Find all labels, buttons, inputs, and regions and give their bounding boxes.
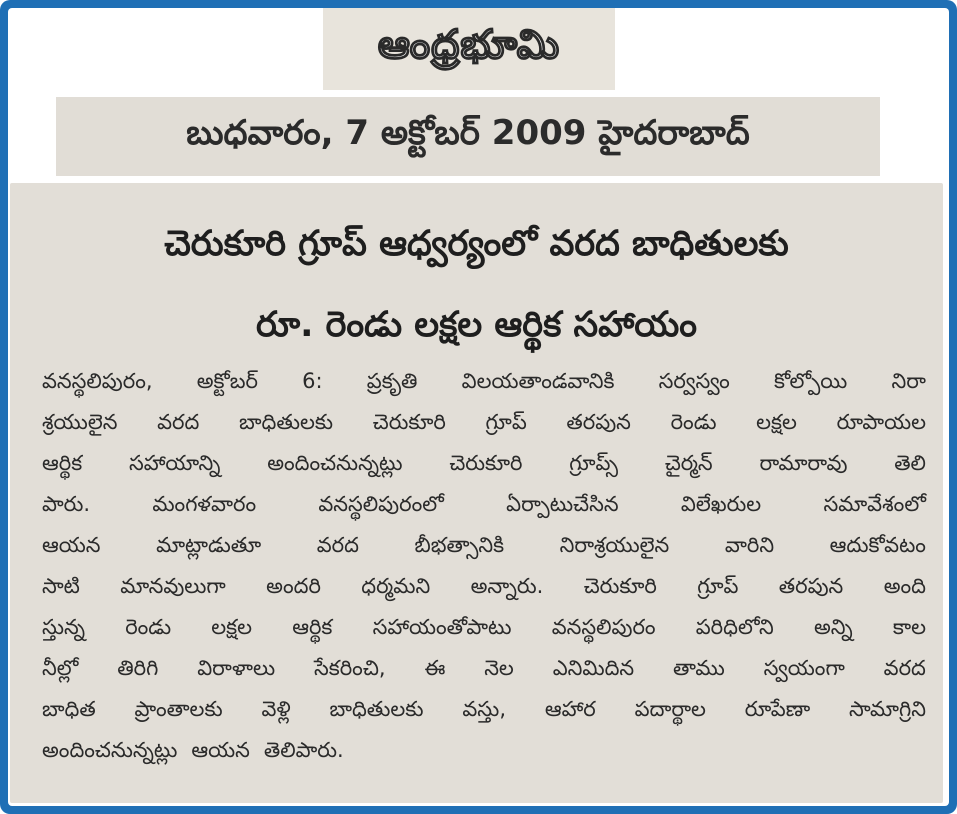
article-body (42, 361, 926, 771)
masthead-logo-text: ఆంధ్రభూమి (377, 20, 561, 68)
headline-line-2: రూ. రెండు లక్షల ఆర్థిక సహాయం (255, 305, 698, 345)
article-body-line: స్తున్న రెండు లక్షల ఆర్థిక సహాయంతోపాటు వనస్థలిపురం పరిధిలోని అన్ని కాల (42, 615, 926, 639)
article-body-line: నీల్లో తిరిగి విరాళాలు సేకరించి, ఈ నెల ఎనిమిదిన తాము స్వయంగా వరద (42, 656, 926, 680)
article-body-line: శ్రయులైన వరద బాధితులకు చెరుకూరి గ్రూప్ తరపున రెండు లక్షల రూపాయల (42, 410, 926, 434)
dateline (56, 97, 880, 176)
article-clipping (10, 183, 943, 803)
article-body-line: వనస్థలిపురం, అక్టోబర్ 6: ప్రకృతి విలయతాండవానికి సర్వస్వం కోల్పోయి నిరా (42, 369, 926, 393)
dateline-text: బుధవారం, 7 అక్టోబర్ 2009 హైదరాబాద్ (186, 112, 750, 153)
article-body-line: పారు. మంగళవారం వనస్థలిపురంలో ఏర్పాటుచేసిన విలేఖరుల సమావేశంలో (42, 492, 926, 516)
newspaper-masthead (323, 8, 615, 90)
article-body-line: ఆర్థిక సహాయాన్ని అందించనున్నట్లు చెరుకూరి గ్రూప్స్ చైర్మన్ రామారావు తెలి (42, 451, 926, 475)
headline-line-1: చెరుకూరి గ్రూప్ ఆధ్వర్యంలో వరద బాధితులకు (164, 224, 789, 264)
article-body-line: సాటి మానవులుగా అందరి ధర్మమని అన్నారు. చెరుకూరి గ్రూప్ తరపున అంది (42, 574, 926, 598)
article-body-line: ఆయన మాట్లాడుతూ వరద బీభత్సానికి నిరాశ్రయులైన వారిని ఆదుకోవటం (42, 533, 926, 557)
article-body-line: అందించనున్నట్లు ఆయన తెలిపారు. (42, 738, 344, 762)
article-body-line: బాధిత ప్రాంతాలకు వెళ్లి బాధితులకు వస్తు, ఆహార పదార్థాల రూపేణా సామాగ్రిని (42, 697, 926, 721)
clipping-page (8, 8, 949, 806)
